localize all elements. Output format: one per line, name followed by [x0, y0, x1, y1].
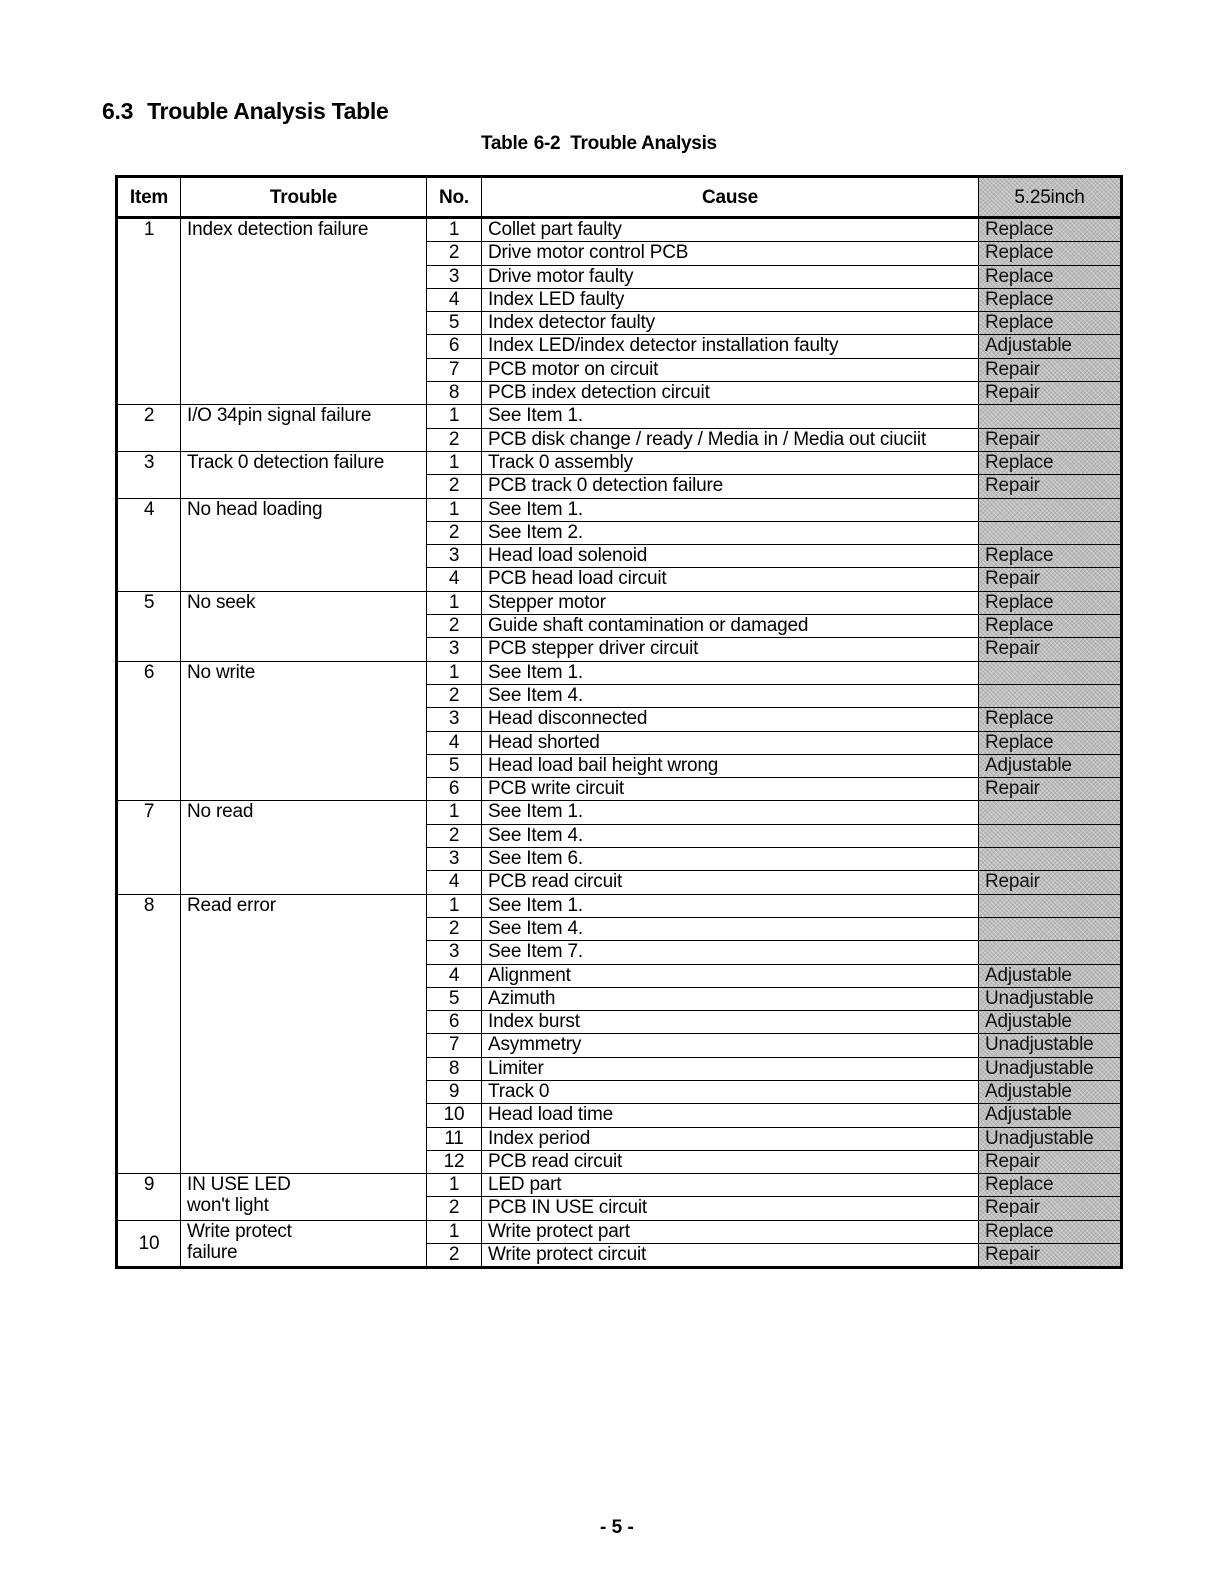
cause-number: 2 [427, 824, 482, 847]
action-text: Repair [979, 428, 1122, 451]
cause-number: 4 [427, 288, 482, 311]
cause-number: 4 [427, 871, 482, 894]
action-text: Unadjustable [979, 1057, 1122, 1080]
table-row [117, 405, 1122, 428]
action-text: Adjustable [979, 964, 1122, 987]
action-text: Replace [979, 312, 1122, 335]
cause-text: Track 0 [482, 1080, 979, 1103]
action-text: Replace [979, 242, 1122, 265]
action-text: Adjustable [979, 1104, 1122, 1127]
action-text: Replace [979, 591, 1122, 614]
item-number: 1 [117, 218, 181, 405]
cause-text: Drive motor faulty [482, 265, 979, 288]
cause-text: See Item 2. [482, 521, 979, 544]
cause-number: 6 [427, 778, 482, 801]
action-text: Replace [979, 451, 1122, 474]
cause-number: 2 [427, 242, 482, 265]
cause-number: 2 [427, 1197, 482, 1220]
cause-text: Asymmetry [482, 1034, 979, 1057]
table-row [117, 498, 1122, 521]
cause-number: 2 [427, 521, 482, 544]
cause-number: 5 [427, 754, 482, 777]
table-row [117, 661, 1122, 684]
item-number: 6 [117, 661, 181, 801]
item-number: 9 [117, 1174, 181, 1221]
cause-text: Index LED/index detector installation faulty [482, 335, 979, 358]
section-number: 6.3 [102, 98, 134, 124]
action-text: Replace [979, 545, 1122, 568]
cause-number: 2 [427, 917, 482, 940]
action-text: Replace [979, 731, 1122, 754]
cause-number: 8 [427, 382, 482, 405]
item-number: 2 [117, 405, 181, 452]
cause-number: 1 [427, 498, 482, 521]
action-text: Repair [979, 638, 1122, 661]
header-trouble: Trouble [181, 177, 427, 218]
cause-text: See Item 4. [482, 917, 979, 940]
cause-number: 1 [427, 1174, 482, 1197]
table-row [117, 801, 1122, 824]
cause-text: Head load bail height wrong [482, 754, 979, 777]
cause-text: Limiter [482, 1057, 979, 1080]
item-number: 3 [117, 451, 181, 498]
cause-number: 9 [427, 1080, 482, 1103]
action-text: Repair [979, 871, 1122, 894]
action-text: Repair [979, 1197, 1122, 1220]
page-number: - 5 - [600, 1517, 634, 1538]
table-caption [481, 133, 717, 155]
trouble-text: No write [181, 661, 427, 801]
cause-number: 2 [427, 475, 482, 498]
cause-number: 1 [427, 894, 482, 917]
action-text [979, 521, 1122, 544]
cause-number: 1 [427, 1220, 482, 1243]
caption-title: Trouble Analysis [570, 133, 717, 154]
cause-number: 1 [427, 218, 482, 242]
item-number: 7 [117, 801, 181, 894]
item-number: 8 [117, 894, 181, 1174]
table-row [117, 451, 1122, 474]
cause-number: 3 [427, 941, 482, 964]
trouble-analysis-table [115, 175, 1123, 1269]
action-text: Replace [979, 615, 1122, 638]
trouble-text: IN USE LED won't light [181, 1174, 427, 1221]
cause-text: Alignment [482, 964, 979, 987]
action-text: Adjustable [979, 335, 1122, 358]
cause-number: 3 [427, 545, 482, 568]
cause-number: 1 [427, 801, 482, 824]
trouble-text: No head loading [181, 498, 427, 591]
cause-text: Collet part faulty [482, 218, 979, 242]
caption-number: 6-2 [533, 133, 561, 154]
action-text [979, 684, 1122, 707]
cause-number: 8 [427, 1057, 482, 1080]
cause-number: 3 [427, 848, 482, 871]
trouble-text: No read [181, 801, 427, 894]
cause-text: Azimuth [482, 987, 979, 1010]
trouble-text: Read error [181, 894, 427, 1174]
action-text: Repair [979, 1150, 1122, 1173]
cause-text: PCB track 0 detection failure [482, 475, 979, 498]
table-row [117, 1220, 1122, 1243]
table-header-row [117, 177, 1122, 218]
cause-number: 2 [427, 428, 482, 451]
action-text: Repair [979, 568, 1122, 591]
action-text [979, 405, 1122, 428]
cause-number: 1 [427, 405, 482, 428]
cause-text: Guide shaft contamination or damaged [482, 615, 979, 638]
caption-prefix: Table [481, 133, 528, 154]
cause-number: 1 [427, 591, 482, 614]
cause-number: 4 [427, 964, 482, 987]
cause-text: Drive motor control PCB [482, 242, 979, 265]
action-text [979, 498, 1122, 521]
action-text: Repair [979, 475, 1122, 498]
cause-number: 2 [427, 684, 482, 707]
action-text: Adjustable [979, 1080, 1122, 1103]
cause-text: See Item 6. [482, 848, 979, 871]
cause-text: PCB read circuit [482, 1150, 979, 1173]
cause-number: 4 [427, 568, 482, 591]
section-title-text: Trouble Analysis Table [147, 98, 389, 124]
action-text [979, 661, 1122, 684]
cause-text: PCB disk change / ready / Media in / Media out ciuciit [482, 428, 979, 451]
cause-text: See Item 1. [482, 801, 979, 824]
cause-number: 5 [427, 312, 482, 335]
trouble-text: No seek [181, 591, 427, 661]
cause-text: LED part [482, 1174, 979, 1197]
header-item: Item [117, 177, 181, 218]
item-number: 4 [117, 498, 181, 591]
header-no: No. [427, 177, 482, 218]
cause-number: 6 [427, 1011, 482, 1034]
cause-text: PCB index detection circuit [482, 382, 979, 405]
cause-number: 6 [427, 335, 482, 358]
action-text: Replace [979, 265, 1122, 288]
cause-text: Index LED faulty [482, 288, 979, 311]
cause-text: See Item 1. [482, 498, 979, 521]
cause-text: See Item 7. [482, 941, 979, 964]
action-text: Replace [979, 708, 1122, 731]
action-text: Replace [979, 1174, 1122, 1197]
action-text: Adjustable [979, 754, 1122, 777]
cause-number: 3 [427, 708, 482, 731]
trouble-text: Write protect failure [181, 1220, 427, 1268]
cause-text: Head load solenoid [482, 545, 979, 568]
cause-number: 7 [427, 1034, 482, 1057]
cause-number: 7 [427, 358, 482, 381]
action-text: Repair [979, 382, 1122, 405]
table-row [117, 218, 1122, 242]
cause-text: Head shorted [482, 731, 979, 754]
section-title [102, 98, 388, 125]
action-text: Repair [979, 778, 1122, 801]
cause-number: 3 [427, 265, 482, 288]
item-number: 5 [117, 591, 181, 661]
action-text: Repair [979, 1244, 1122, 1268]
cause-number: 5 [427, 987, 482, 1010]
action-text: Unadjustable [979, 1127, 1122, 1150]
cause-text: Write protect part [482, 1220, 979, 1243]
cause-number: 1 [427, 661, 482, 684]
cause-text: See Item 1. [482, 894, 979, 917]
action-text: Adjustable [979, 1011, 1122, 1034]
action-text [979, 848, 1122, 871]
cause-number: 12 [427, 1150, 482, 1173]
cause-text: Track 0 assembly [482, 451, 979, 474]
action-text: Replace [979, 218, 1122, 242]
cause-text: See Item 4. [482, 824, 979, 847]
cause-text: PCB IN USE circuit [482, 1197, 979, 1220]
cause-number: 11 [427, 1127, 482, 1150]
cause-text: PCB read circuit [482, 871, 979, 894]
table-row [117, 894, 1122, 917]
cause-text: Index burst [482, 1011, 979, 1034]
cause-text: Head disconnected [482, 708, 979, 731]
action-text: Unadjustable [979, 1034, 1122, 1057]
header-cause: Cause [482, 177, 979, 218]
cause-text: See Item 1. [482, 661, 979, 684]
table-body [117, 218, 1122, 1268]
cause-text: PCB write circuit [482, 778, 979, 801]
cause-text: Stepper motor [482, 591, 979, 614]
table-row [117, 1174, 1122, 1197]
action-text [979, 941, 1122, 964]
action-text: Unadjustable [979, 987, 1122, 1010]
item-number: 10 [117, 1220, 181, 1268]
cause-text: PCB head load circuit [482, 568, 979, 591]
cause-text: See Item 4. [482, 684, 979, 707]
cause-number: 2 [427, 615, 482, 638]
trouble-text: Track 0 detection failure [181, 451, 427, 498]
action-text: Replace [979, 288, 1122, 311]
cause-number: 10 [427, 1104, 482, 1127]
trouble-text: Index detection failure [181, 218, 427, 405]
header-size: 5.25inch [979, 177, 1122, 218]
action-text [979, 801, 1122, 824]
cause-number: 1 [427, 451, 482, 474]
trouble-text: I/O 34pin signal failure [181, 405, 427, 452]
cause-text: PCB stepper driver circuit [482, 638, 979, 661]
cause-text: See Item 1. [482, 405, 979, 428]
cause-number: 3 [427, 638, 482, 661]
cause-text: PCB motor on circuit [482, 358, 979, 381]
cause-text: Index detector faulty [482, 312, 979, 335]
cause-text: Head load time [482, 1104, 979, 1127]
action-text [979, 894, 1122, 917]
cause-text: Write protect circuit [482, 1244, 979, 1268]
action-text: Replace [979, 1220, 1122, 1243]
table-row [117, 591, 1122, 614]
action-text: Repair [979, 358, 1122, 381]
action-text [979, 824, 1122, 847]
action-text [979, 917, 1122, 940]
cause-number: 2 [427, 1244, 482, 1268]
cause-text: Index period [482, 1127, 979, 1150]
cause-number: 4 [427, 731, 482, 754]
